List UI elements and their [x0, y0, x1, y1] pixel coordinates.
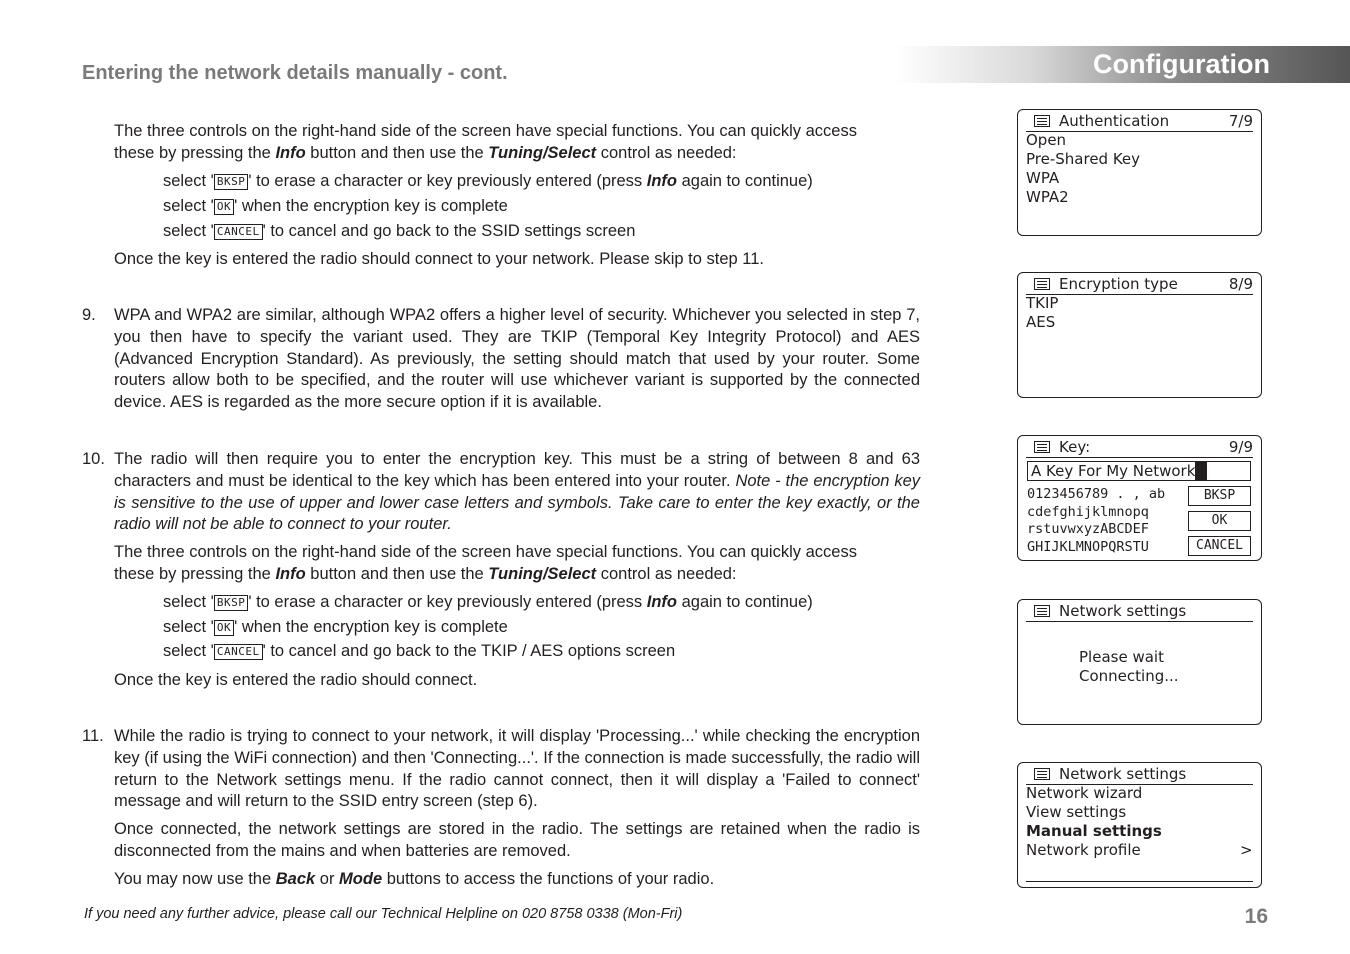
menu-list-icon — [1034, 115, 1050, 127]
screen-counter: 9/9 — [1228, 438, 1253, 456]
ok-key-icon: OK — [214, 620, 234, 636]
step-11-text: While the radio is trying to connect to your network, it will display 'Processing...' while checking the encryption key (if using the WiFi connection) and then 'Connecting...'. If the connection is made successfully, the radio will return to the Network settings menu. If the radio cannot connect, then it will display a 'Failed to connect' message and will return to the SSID entry screen (step 6). — [114, 727, 920, 811]
select-text: ' to erase a character or key previously entered (press — [248, 593, 647, 611]
screen-header — [1026, 765, 1253, 785]
select-text: ' to erase a character or key previously entered (press — [248, 172, 647, 190]
screen-counter: 8/9 — [1228, 275, 1253, 293]
connecting-screen — [1017, 599, 1262, 725]
select-text: select ' — [163, 222, 214, 240]
char-row: GHIJKLMNOPQRSTU — [1027, 538, 1149, 555]
select-bksp-line-2 — [163, 592, 813, 613]
select-text: select ' — [163, 642, 214, 660]
key-entry-screen — [1017, 435, 1262, 561]
intro-text: these by pressing the — [114, 143, 276, 162]
select-cancel-line — [163, 221, 635, 242]
intro-text: button and then use the — [305, 143, 489, 162]
footer-helpline: If you need any further advice, please call our Technical Helpline on 020 8758 0338 (Mon-Fri) — [84, 906, 683, 922]
intro-paragraph-2 — [114, 542, 920, 586]
screen-menu — [1026, 784, 1253, 860]
select-cancel-line-2 — [163, 641, 675, 662]
menu-list-icon — [1034, 605, 1050, 617]
menu-list-icon — [1034, 768, 1050, 780]
screen-header — [1026, 275, 1253, 295]
intro-text: these by pressing the — [114, 564, 276, 583]
screen-title: Encryption type — [1059, 275, 1178, 293]
char-row: 0123456789 . , ab — [1027, 486, 1166, 502]
encryption-type-screen — [1017, 272, 1262, 398]
key-input-field — [1027, 461, 1251, 481]
please-wait-text: Please wait — [1079, 648, 1164, 666]
section-title: Entering the network details manually - cont. — [82, 62, 508, 84]
final-text: You may now use the — [114, 870, 276, 888]
screen-title: Network settings — [1059, 602, 1187, 620]
intro-text: control as needed: — [596, 564, 737, 583]
select-text: ' when the encryption key is complete — [234, 618, 508, 636]
screen-menu — [1026, 294, 1058, 332]
final-text: buttons to access the functions of your radio. — [382, 870, 715, 888]
screen-title: Network settings — [1059, 765, 1187, 783]
text-cursor — [1195, 462, 1207, 480]
ok-key-icon: OK — [214, 199, 234, 215]
cancel-key-icon: CANCEL — [214, 644, 263, 660]
tuning-control-ref: Tuning/Select — [488, 564, 597, 583]
screen-title: Authentication — [1059, 112, 1170, 130]
ok-button: OK — [1188, 511, 1251, 531]
tuning-control-ref: Tuning/Select — [488, 143, 597, 162]
menu-item-label: Network profile — [1026, 841, 1141, 859]
back-button-ref: Back — [275, 870, 316, 888]
bksp-key-icon: BKSP — [214, 174, 249, 190]
info-button-ref: Info — [646, 172, 678, 190]
menu-item-manual-settings: Manual settings — [1026, 822, 1162, 840]
char-row: cdefghijklmnopq — [1027, 503, 1149, 520]
step-10-number: 10. — [82, 450, 105, 468]
select-ok-line — [163, 196, 508, 217]
screen-title: Key: — [1059, 438, 1091, 456]
intro-paragraph — [114, 121, 920, 165]
select-text: ' when the encryption key is complete — [234, 197, 508, 215]
intro-text: button and then use the — [305, 564, 489, 583]
select-text: select ' — [163, 197, 214, 215]
menu-item-tkip: TKIP — [1026, 294, 1059, 312]
menu-item-pre-shared-key: Pre-Shared Key — [1026, 150, 1141, 168]
step-10-text — [114, 449, 920, 536]
select-text: again to continue) — [677, 172, 813, 190]
select-text: select ' — [163, 172, 214, 190]
key-value: A Key For My Network — [1031, 462, 1196, 480]
character-grid — [1027, 486, 1165, 556]
mode-button-ref: Mode — [339, 870, 383, 888]
step-9-number: 9. — [82, 306, 96, 324]
select-text: select ' — [163, 593, 214, 611]
bksp-key-icon: BKSP — [214, 595, 249, 611]
once-paragraph-1: Once the key is entered the radio should connect to your network. Please skip to step 11. — [114, 250, 764, 268]
page-number: 16 — [1244, 905, 1268, 928]
step-9-text: WPA and WPA2 are similar, although WPA2 offers a higher level of security. Whichever you selected in step 7, you then have to specify the variant used. They are TKIP (Temporal Key Integrity Protocol) and AES (Advanced Encryption Standard). As previously, the setting should match that used by your router. Some routers allow both to be specified, and the router will use whichever variant is supported by the connected device. AES is regarded as the more secure option if it is available. — [114, 306, 920, 412]
screen-divider — [1026, 881, 1253, 882]
info-button-ref: Info — [275, 564, 306, 583]
authentication-screen — [1017, 109, 1262, 236]
menu-item-network-wizard: Network wizard — [1026, 784, 1143, 802]
select-bksp-line — [163, 171, 813, 192]
intro-line1: The three controls on the right-hand side of the screen have special functions. You can quickly access — [114, 122, 857, 140]
once-paragraph-2: Once the key is entered the radio should connect. — [114, 671, 478, 689]
menu-list-icon — [1034, 441, 1050, 453]
final-text: or — [315, 870, 340, 888]
select-text: ' to cancel and go back to the TKIP / AES options screen — [262, 642, 676, 660]
select-ok-line-2 — [163, 617, 508, 638]
menu-item-view-settings: View settings — [1026, 803, 1127, 821]
menu-item-wpa2: WPA2 — [1026, 188, 1069, 206]
intro-line1: The three controls on the right-hand side of the screen have special functions. You can quickly access — [114, 543, 857, 561]
info-button-ref: Info — [275, 143, 306, 162]
connected-paragraph: Once connected, the network settings are stored in the radio. The settings are retained when the radio is disconnected from the mains and when batteries are removed. — [114, 820, 920, 860]
select-text: select ' — [163, 618, 214, 636]
char-row: rstuvwxyzABCDEF — [1027, 521, 1149, 537]
screen-header — [1026, 438, 1253, 458]
intro-text: control as needed: — [596, 143, 737, 162]
screen-menu — [1026, 131, 1140, 207]
final-paragraph — [114, 869, 920, 891]
menu-item-wpa: WPA — [1026, 169, 1060, 187]
screen-header — [1026, 112, 1253, 132]
cancel-button: CANCEL — [1188, 536, 1251, 556]
step-10-body: The radio will then require you to enter the encryption key. This must be a string of between 8 and 63 characters and must be identical to the key which has been entered into your router. — [114, 450, 920, 490]
select-text: ' to cancel and go back to the SSID settings screen — [262, 222, 636, 240]
page-header-title: Configuration — [1093, 49, 1270, 79]
info-button-ref: Info — [646, 593, 678, 611]
menu-item-open: Open — [1026, 131, 1067, 149]
bksp-button: BKSP — [1188, 486, 1251, 506]
connecting-text: Connecting... — [1079, 667, 1179, 685]
menu-list-icon — [1034, 278, 1050, 290]
cancel-key-icon: CANCEL — [214, 224, 263, 240]
screen-counter: 7/9 — [1228, 112, 1253, 130]
select-text: again to continue) — [677, 593, 813, 611]
step-10-note: Note - the encryption key is sensitive to the use of upper and lower case letters and symbols. Take care to enter the key exactly, or the radio will not be able to connect to your router. — [114, 471, 920, 534]
menu-item-network-profile — [1026, 841, 1253, 860]
step-11-number: 11. — [82, 727, 104, 745]
status-message — [1079, 648, 1179, 686]
chevron-right-icon: > — [1240, 841, 1253, 859]
screen-header — [1026, 602, 1253, 622]
menu-item-aes: AES — [1026, 313, 1056, 331]
network-settings-screen — [1017, 762, 1262, 888]
